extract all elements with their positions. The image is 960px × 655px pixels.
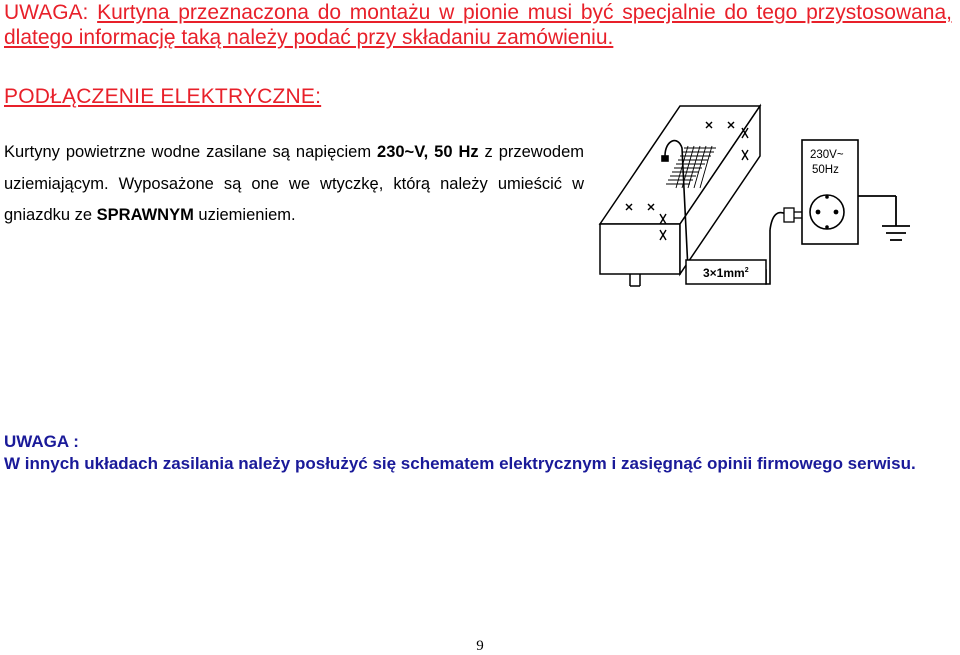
note-text: W innych układach zasilania należy posłużyć się schematem elektrycznym i zasięgnąć opinii firmowego serwisu. (4, 454, 916, 473)
paragraph-emphasis: SPRAWNYM (96, 206, 194, 224)
svg-text:3×1mm2 (703, 266, 749, 280)
cable-spec-sup: 2 (744, 267, 749, 274)
mounting-warning (4, 0, 952, 50)
wall-socket-icon (802, 140, 858, 244)
ground-symbol-icon (858, 196, 910, 240)
paragraph-part2: z przewodem uziemiającym. Wyposażone są one we wtyczkę, którą należy umieścić w gniazdku ze (4, 143, 584, 224)
wiring-diagram (590, 100, 960, 300)
section-title: PODŁĄCZENIE ELEKTRYCZNE: (4, 85, 322, 108)
cable-spec: 3×1mm (703, 266, 745, 280)
socket-voltage: 230V~ (810, 149, 844, 161)
page-number: 9 (476, 638, 484, 654)
cable-label (686, 260, 766, 284)
note-heading: UWAGA : (4, 432, 79, 451)
air-curtain-unit (600, 106, 760, 286)
connection-paragraph (4, 137, 584, 232)
plug-icon (784, 208, 802, 222)
warning-text: Kurtyna przeznaczona do montażu w pionie musi być specjalnie do tego przystosowana, dlatego informację taką należy podać przy składaniu zamówieniu. (4, 1, 952, 49)
paragraph-part1: Kurtyny powietrzne wodne zasilane są napięciem (4, 143, 378, 161)
socket-frequency: 50Hz (812, 164, 839, 176)
paragraph-part3: uziemieniem. (193, 206, 296, 224)
paragraph-voltage: 230~V, 50 Hz (377, 143, 479, 161)
warning-lead: UWAGA: (4, 1, 98, 24)
